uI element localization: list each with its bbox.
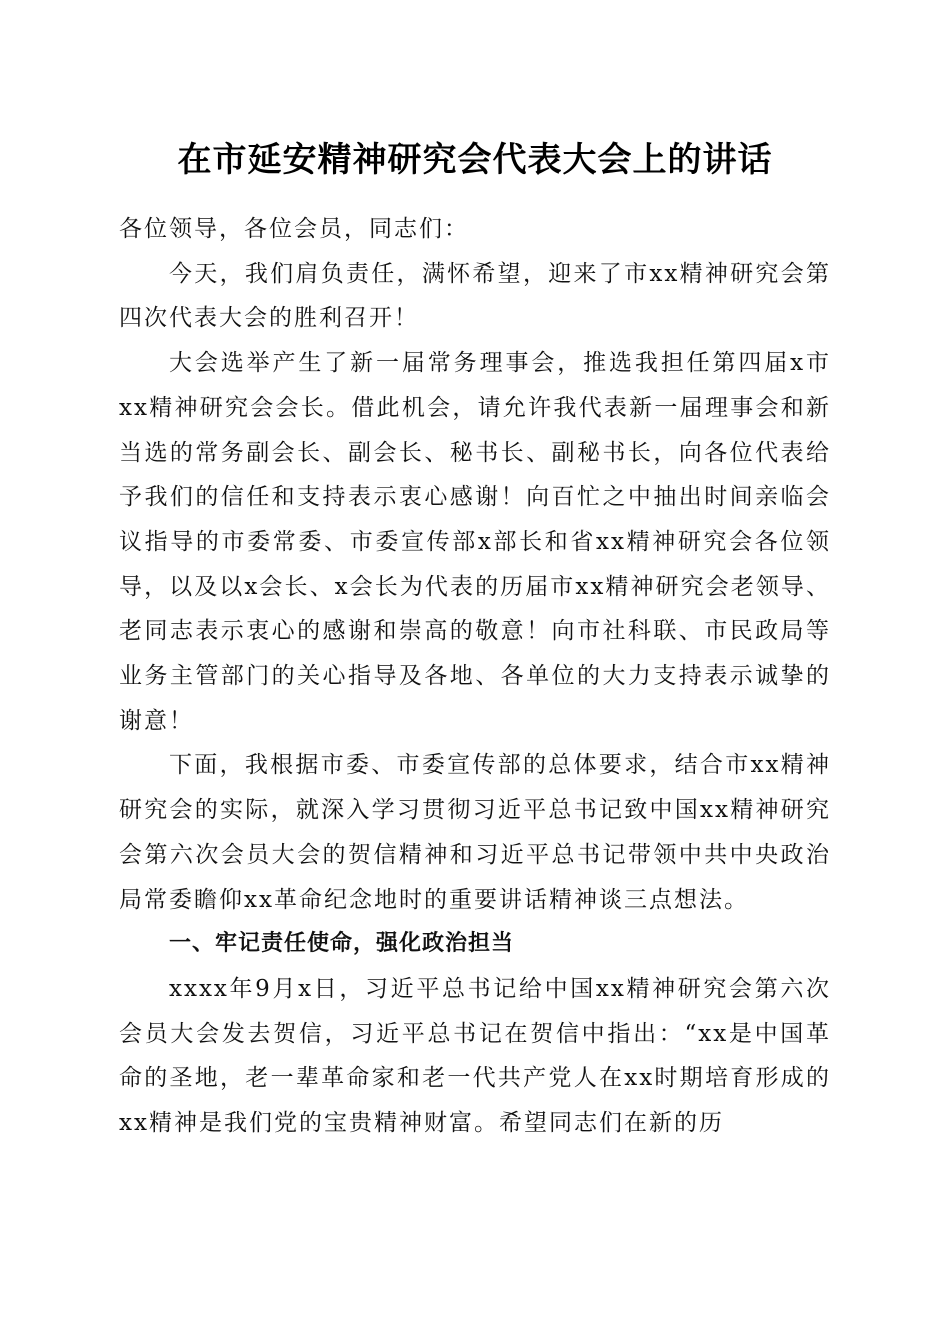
document-body (119, 207, 831, 1146)
section-heading-1: 一、牢记责任使命，强化政治担当 (169, 931, 515, 957)
section-1-paragraph: xxxx年9月x日，习近平总书记给中国xx精神研究会第六次会员大会发去贺信，习近平总书记在贺信中指出：“xx是中国革命的圣地，老一辈革命家和老一代共产党人在xx时期培育形成的xx精神是我们党的宝贵精神财富。希望同志们在新的历 (119, 975, 831, 1137)
opening-paragraph: 今天，我们肩负责任，满怀希望，迎来了市xx精神研究会第四次代表大会的胜利召开！ (119, 260, 831, 332)
document-title: 在市延安精神研究会代表大会上的讲话 (177, 140, 773, 180)
salutation-paragraph: 各位领导，各位会员，同志们： (119, 216, 469, 242)
thanks-paragraph: 大会选举产生了新一届常务理事会，推选我担任第四届x市xx精神研究会会长。借此机会，请允许我代表新一届理事会和新当选的常务副会长、副会长、秘书长、副秘书长，向各位代表给予我们的信任和支持表示衷心感谢！向百忙之中抽出时间亲临会议指导的市委常委、市委宣传部x部长和省xx精神研究会各位领导，以及以x会长、x会长为代表的历届市xx精神研究会老领导、老同志表示衷心的感谢和崇高的敬意！向市社科联、市民政局等业务主管部门的关心指导及各地、各单位的大力支持表示诚挚的谢意！ (119, 350, 831, 734)
intro-paragraph: 下面，我根据市委、市委宣传部的总体要求，结合市xx精神研究会的实际，就深入学习贯彻习近平总书记致中国xx精神研究会第六次会员大会的贺信精神和习近平总书记带领中共中央政治局常委瞻仰xx革命纪念地时的重要讲话精神谈三点想法。 (119, 752, 831, 913)
